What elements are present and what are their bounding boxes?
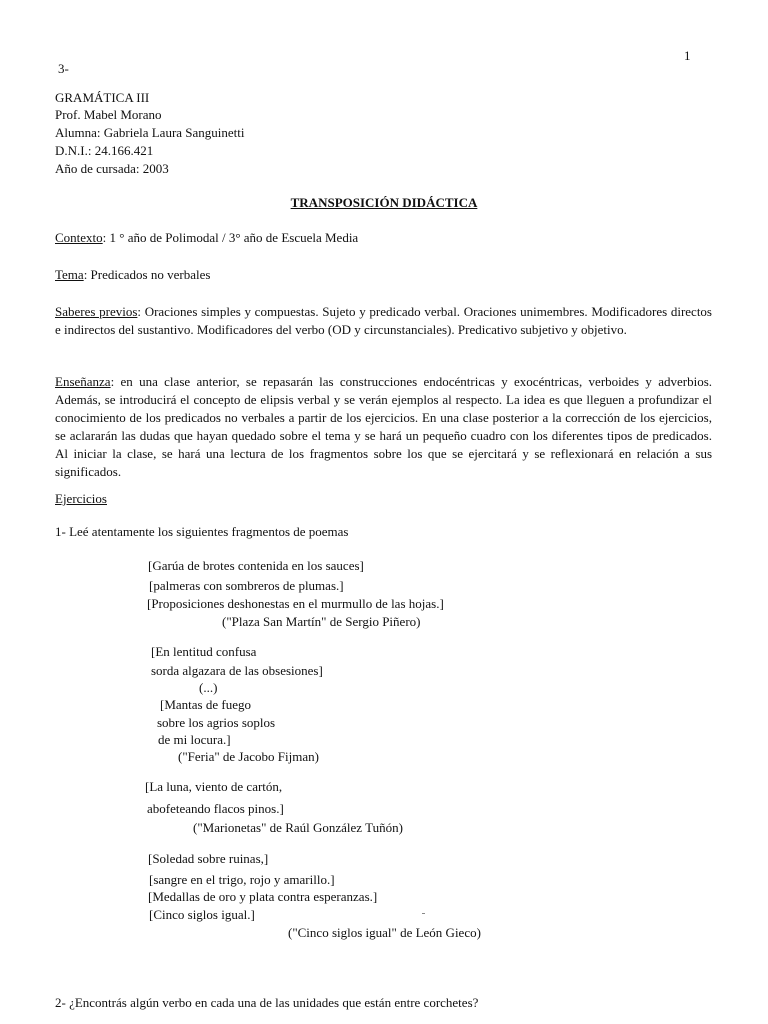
teaching-label: Enseñanza [55, 374, 111, 389]
professor-name: Prof. Mabel Morano [55, 107, 162, 122]
prior-knowledge-label: Saberes previos [55, 304, 138, 319]
poem-1-line-2: [palmeras con sombreros de plumas.] [149, 578, 344, 593]
poem-2-ellipsis: (...) [199, 680, 218, 695]
poem-4-line-1: [Soledad sobre ruinas,] [148, 851, 269, 866]
section-number: 3- [58, 61, 69, 76]
context-line [55, 229, 358, 247]
course-name: GRAMÁTICA III [55, 90, 150, 105]
teaching-paragraph [55, 373, 712, 481]
poem-4-line-4: [Cinco siglos igual.] [149, 907, 255, 922]
poem-2-line-2: sorda algazara de las obsesiones] [151, 663, 323, 678]
context-text: : 1 ° año de Polimodal / 3° año de Escuela Media [102, 230, 359, 245]
page-number: 1 [684, 48, 691, 63]
poem-2-line-6: de mi locura.] [158, 732, 231, 747]
prior-knowledge-paragraph [55, 303, 712, 339]
topic-line [55, 266, 210, 284]
course-year: Año de cursada: 2003 [55, 161, 169, 176]
poem-4-line-3: [Medallas de oro y plata contra esperanzas.] [148, 889, 378, 904]
student-dni: D.N.I.: 24.166.421 [55, 143, 154, 158]
exercise-1-instruction: 1- Leé atentamente los siguientes fragmentos de poemas [55, 524, 349, 539]
document-title: TRANSPOSICIÓN DIDÁCTICA [290, 195, 478, 210]
exercise-2-question: 2- ¿Encontrás algún verbo en cada una de las unidades que están entre corchetes? [55, 995, 479, 1010]
poem-2-line-5: sobre los agrios soplos [157, 715, 276, 730]
poem-1-line-1: [Garúa de brotes contenida en los sauces] [148, 558, 364, 573]
poem-4-source: ("Cinco siglos igual" de León Gieco) [288, 925, 481, 940]
poem-2-source: ("Feria" de Jacobo Fijman) [178, 749, 319, 764]
poem-1-line-3: [Proposiciones deshonestas en el murmullo de las hojas.] [147, 596, 444, 611]
topic-text: : Predicados no verbales [83, 267, 211, 282]
poem-3-line-1: [La luna, viento de cartón, [145, 779, 283, 794]
poem-2-line-1: [En lentitud confusa [151, 644, 257, 659]
prior-knowledge-text: : Oraciones simples y compuestas. Sujeto y predicado verbal. Oraciones unimembres. Modificadores directos e indirectos del sustantivo. Modificadores del verbo (OD y circunstanciales). Predicativo subjetivo y objetivo. [55, 304, 712, 337]
poem-4-line-2: [sangre en el trigo, rojo y amarillo.] [149, 872, 335, 887]
scan-speck [422, 913, 425, 914]
poem-2-line-4: [Mantas de fuego [160, 697, 251, 712]
poem-1-source: ("Plaza San Martín" de Sergio Piñero) [222, 614, 421, 629]
topic-label: Tema [55, 267, 84, 282]
student-name: Alumna: Gabriela Laura Sanguinetti [55, 125, 245, 140]
poem-3-line-2: abofeteando flacos pinos.] [147, 801, 284, 816]
poem-3-source: ("Marionetas" de Raúl González Tuñón) [193, 820, 403, 835]
teaching-text: : en una clase anterior, se repasarán las construcciones endocéntricas y exocéntricas, verboides y adverbios. Además, se introducirá el concepto de elipsis verbal y se verán ejemplos al respecto. La idea es que lleguen a profundizar el conocimiento de los predicados no verbales a partir de los ejercicios. En una clase posterior a la corrección de los ejercicios, se aclararán las dudas que hayan quedado sobre el tema y se hará un pequeño cuadro con los diferentes tipos de predicados. Al iniciar la clase, se hará una lectura de los fragmentos sobre los que se ejercitará y se reflexionará en relación a sus significados. [55, 374, 712, 479]
context-label: Contexto [55, 230, 103, 245]
exercises-heading: Ejercicios [55, 491, 107, 506]
